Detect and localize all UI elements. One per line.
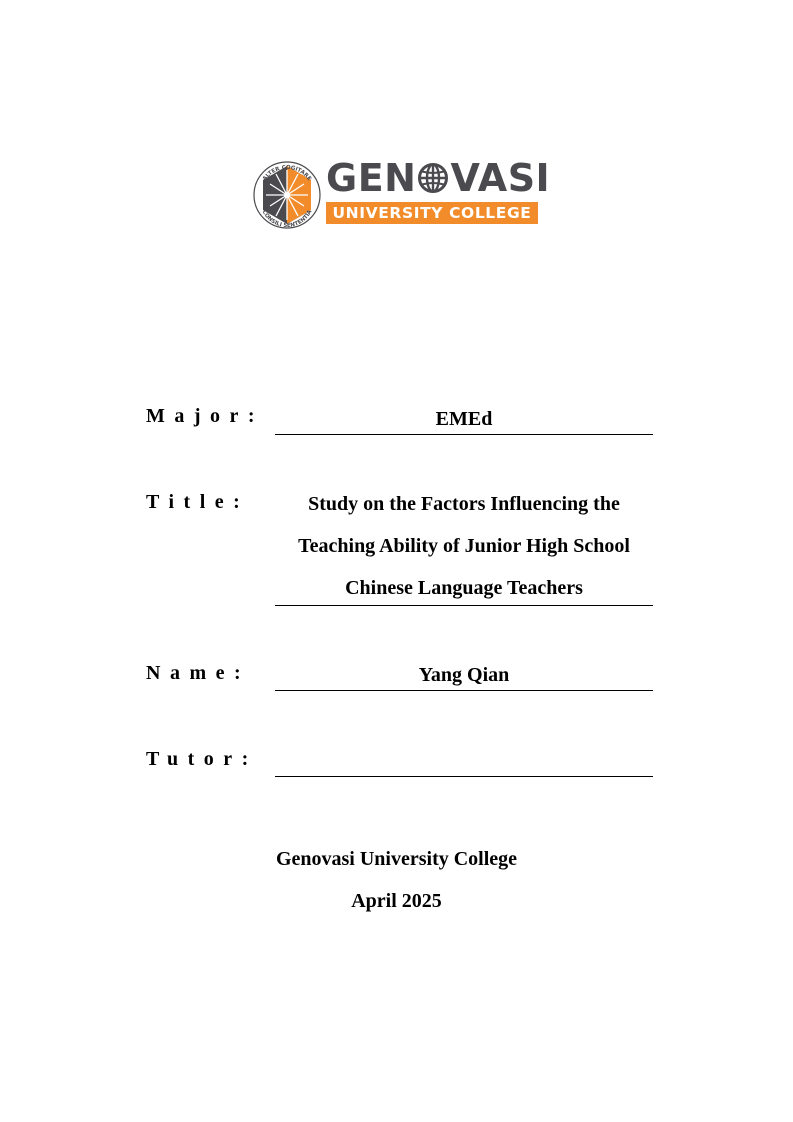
major-label: Major: (146, 405, 265, 427)
name-label: Name: (146, 662, 251, 684)
brand-name-part2: VASI (450, 156, 551, 200)
tutor-label: Tutor: (146, 748, 258, 770)
svg-text:CONSILI SENTENTIA: CONSILI SENTENTIA (260, 209, 314, 230)
title-line-1: Study on the Factors Influencing the (308, 493, 620, 515)
title-line-3: Chinese Language Teachers (345, 577, 583, 599)
brand-name-part1: GEN (326, 156, 417, 200)
name-value-text: Yang Qian (418, 664, 510, 686)
brand-subtitle: UNIVERSITY COLLEGE (326, 202, 538, 224)
major-value (275, 398, 653, 435)
globe-icon (417, 162, 449, 194)
university-logo (252, 156, 551, 230)
name-value (275, 654, 653, 691)
tutor-value (275, 740, 653, 777)
tutor-value-text (275, 740, 653, 776)
title-label: Title: (146, 491, 250, 513)
svg-text:ALTER COGITARE: ALTER COGITARE (261, 164, 313, 183)
title-line-2: Teaching Ability of Junior High School (298, 535, 630, 557)
university-seal-icon (252, 160, 322, 230)
institution-name: Genovasi University College (275, 848, 518, 870)
major-value-text: EMEd (435, 408, 493, 430)
logo-wordmark (326, 156, 551, 226)
brand-name (326, 158, 550, 198)
title-value (275, 483, 653, 606)
submission-date: April 2025 (351, 890, 442, 912)
